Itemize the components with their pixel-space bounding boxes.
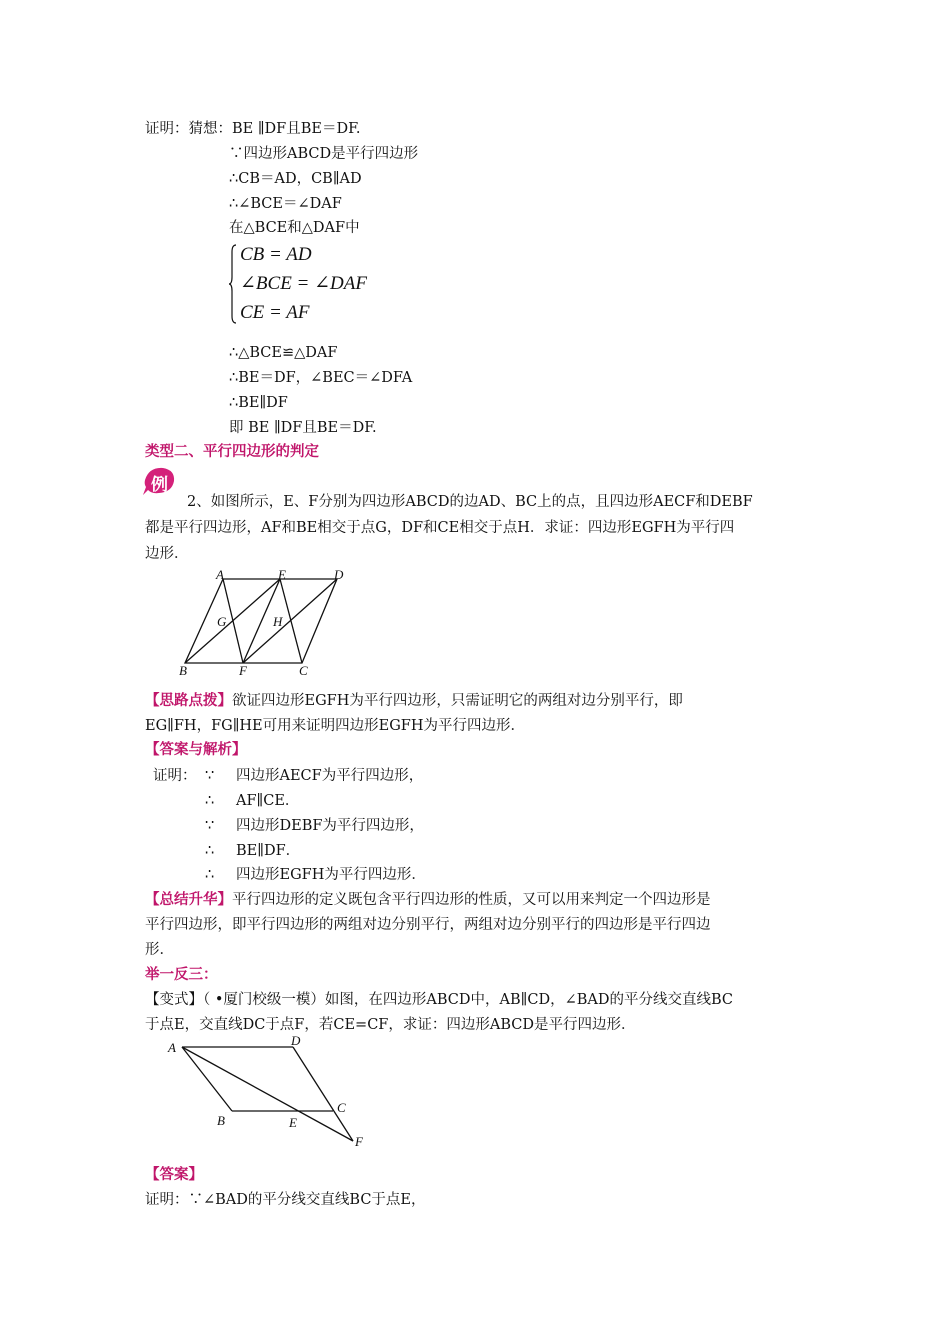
answer-row-1-text: 四边形AECF为平行四边形， <box>236 768 424 784</box>
label-D: D <box>334 567 344 582</box>
summary-line-1 <box>145 890 711 910</box>
answer-row-2-text: AF∥CE． <box>236 793 300 809</box>
hint-text-1: 欲证四边形EGFH为平行四边形，只需证明它的两组对边分别平行，即 <box>232 693 683 709</box>
proof-line-6: ∴BE＝DF，∠BEC＝∠DFA <box>229 370 413 386</box>
fig2-label-D: D <box>291 1033 301 1048</box>
system-eq-3: CE = AF <box>240 302 310 323</box>
proof-line-5: ∴△BCE≌△DAF <box>229 345 338 361</box>
proof-line-1: ∵四边形ABCD是平行四边形 <box>229 146 419 162</box>
summary-tag: 【总结升华】 <box>145 892 232 908</box>
fig2-label-E: E <box>289 1115 297 1130</box>
label-C: C <box>299 663 308 678</box>
answer-row-4-sym: ∴ <box>205 843 215 859</box>
variant-line-1: 【变式】（ •厦门校级一模）如图，在四边形ABCD中，AB∥CD，∠BAD的平分线交直线BC <box>145 992 733 1008</box>
summary-line-3: 形． <box>145 942 174 958</box>
label-B: B <box>179 663 187 678</box>
proof-line-0: 证明：猜想：BE ∥DF且BE＝DF. <box>145 121 361 137</box>
proof-line-4: 在△BCE和△DAF中 <box>229 220 360 236</box>
segment-AF <box>182 1047 353 1141</box>
left-brace <box>229 244 237 324</box>
fig2-label-B: B <box>217 1113 225 1128</box>
example-badge <box>143 466 177 496</box>
variant-heading: 举一反三： <box>145 967 218 983</box>
answer-tag: 【答案与解析】 <box>145 742 247 758</box>
segment-AB <box>182 1047 232 1111</box>
answer2-line-1: 证明：∵∠BAD的平分线交直线BC于点E， <box>145 1192 426 1208</box>
answer-row-1-sym: ∵ <box>205 768 215 784</box>
badge-text: 例 <box>151 475 168 495</box>
label-A: A <box>216 567 224 582</box>
label-F: F <box>239 663 247 678</box>
answer-row-2-sym: ∴ <box>205 793 215 809</box>
answer-intro: 证明： <box>153 768 197 784</box>
segment-DF <box>293 1047 353 1141</box>
segment-BE <box>185 579 280 663</box>
variant-line-2: 于点E，交直线DC于点F，若CE=CF，求证：四边形ABCD是平行四边形． <box>145 1017 636 1033</box>
figure-parallelogram-2 <box>160 1030 380 1158</box>
answer-row-5-sym: ∴ <box>205 867 215 883</box>
answer2-tag: 【答案】 <box>145 1167 203 1183</box>
figure-parallelogram-1 <box>170 564 370 682</box>
section-heading: 类型二、平行四边形的判定 <box>145 444 319 460</box>
summary-text-1: 平行四边形的定义既包含平行四边形的性质，又可以用来判定一个四边形是 <box>232 892 711 908</box>
fig2-label-C: C <box>337 1100 346 1115</box>
answer-row-4-text: BE∥DF． <box>236 843 301 859</box>
hint-tag: 【思路点拨】 <box>145 693 232 709</box>
proof-line-7: ∴BE∥DF <box>229 395 288 411</box>
fig2-label-F: F <box>355 1134 363 1149</box>
question-line-1: 2、如图所示，E、F分别为四边形ABCD的边AD、BC上的点，且四边形AECF和DEBF <box>187 494 753 510</box>
label-H: H <box>273 614 283 629</box>
proof-line-3: ∴∠BCE＝∠DAF <box>229 196 342 212</box>
label-E: E <box>278 567 286 582</box>
system-eq-1: CB = AD <box>240 244 312 265</box>
answer-row-3-sym: ∵ <box>205 818 215 834</box>
label-G: G <box>217 614 227 629</box>
question-line-2: 都是平行四边形，AF和BE相交于点G，DF和CE相交于点H．求证：四边形EGFH为平行四 <box>145 520 735 536</box>
answer-row-3-text: 四边形DEBF为平行四边形， <box>236 818 424 834</box>
proof-line-2: ∴CB＝AD，CB∥AD <box>229 171 362 187</box>
question-line-3: 边形． <box>145 546 189 562</box>
system-eq-2: ∠BCE = ∠DAF <box>240 273 367 294</box>
proof-line-8: 即 BE ∥DF且BE＝DF. <box>229 420 377 436</box>
segment-FD <box>243 579 337 663</box>
fig2-label-A: A <box>168 1040 176 1055</box>
answer-row-5-text: 四边形EGFH为平行四边形． <box>236 867 426 883</box>
segment-EC <box>280 579 302 663</box>
summary-line-2: 平行四边形，即平行四边形的两组对边分别平行，两组对边分别平行的四边形是平行四边 <box>145 917 711 933</box>
hint-line-1 <box>145 691 683 711</box>
hint-line-2: EG∥FH，FG∥HE可用来证明四边形EGFH为平行四边形． <box>145 718 526 734</box>
